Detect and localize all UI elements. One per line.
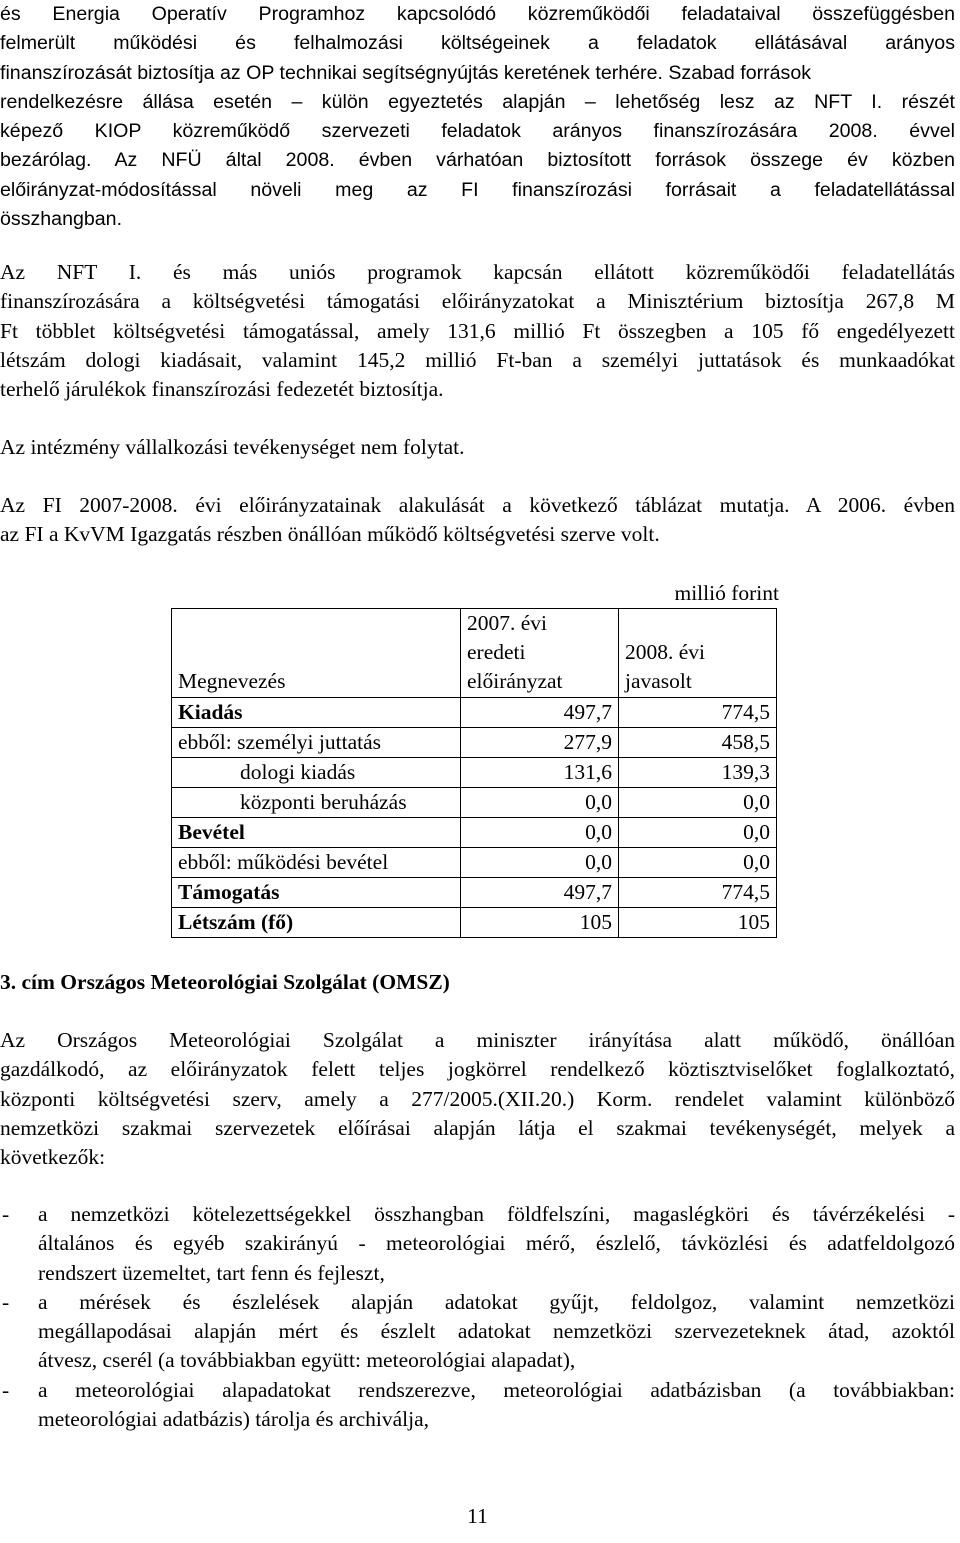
intro-paragraph — [0, 0, 955, 234]
table-intro-paragraph — [0, 491, 955, 550]
row-value-2008: 774,5 — [619, 878, 777, 908]
table-row — [172, 818, 777, 848]
header-name: Megnevezés — [178, 669, 286, 693]
text-line: képező KIOP közreműködő szervezeti feladatok arányos finanszírozására 2008. évvel — [0, 120, 955, 143]
row-value-2007: 105 — [461, 908, 619, 938]
text-line: megállapodásai alapján mért és észlelt adatokat nemzetközi szervezeteknek átad, azoktól — [38, 1319, 955, 1344]
text-line: a mérések és észlelések alapján adatokat gyűjt, feldolgoz, valamint nemzetközi — [38, 1289, 955, 1314]
text-line: általános és egyéb szakirányú - meteorológiai mérő, észlelő, távközlési és adatfeldolgozó — [38, 1231, 955, 1256]
text-line: a nemzetközi kötelezettségekkel összhangban földfelszíni, magaslégköri és távérzékelési - — [38, 1202, 955, 1226]
header-2007-line: előirányzat — [467, 669, 563, 693]
row-value-2008: 774,5 — [619, 698, 777, 728]
section-heading — [0, 968, 955, 997]
row-value-2007: 0,0 — [461, 818, 619, 848]
business-activity-paragraph — [0, 433, 955, 462]
row-label: ebből: működési bevétel — [172, 848, 461, 878]
row-label: Létszám (fő) — [172, 908, 461, 938]
row-value-2008: 139,3 — [619, 758, 777, 788]
header-2007-line: eredeti — [467, 640, 526, 664]
row-value-2007: 0,0 — [461, 788, 619, 818]
budget-table — [171, 608, 777, 938]
row-label: Kiadás — [172, 698, 461, 728]
text-line: Ft többlet költségvetési támogatással, amely 131,6 millió Ft összegben a 105 fő engedélyezett — [0, 318, 955, 343]
header-2008-line: 2008. évi — [625, 640, 706, 664]
text-line: Az FI 2007-2008. évi előirányzatainak alakulását a következő táblázat mutatja. A 2006. évben — [0, 493, 955, 517]
text-line: rendelkezésre állása esetén – külön egyeztetés alapján – lehetőség lesz az NFT I. részét — [0, 90, 955, 113]
text-line: átvesz, cserél (a továbbiakban együtt: meteorológiai alapadat), — [38, 1348, 576, 1373]
table-row — [172, 698, 777, 728]
row-label: Támogatás — [172, 878, 461, 908]
row-value-2007: 277,9 — [461, 728, 619, 758]
row-value-2007: 131,6 — [461, 758, 619, 788]
text-line: felmerült működési és felhalmozási költségeinek a feladatok ellátásával arányos — [0, 32, 955, 55]
text-line: gazdálkodó, az előirányzatok felett teljes jogkörrel rendelkező köztisztviselőket foglalkoztató, — [0, 1057, 955, 1082]
text-line: finanszírozását biztosítja az OP technikai segítségnyújtás keretének terhére. Szabad források — [0, 61, 812, 84]
text-line: előirányzat-módosítással növeli meg az FI finanszírozási forrásait a feladatellátással — [0, 178, 955, 201]
table-unit-label: millió forint — [674, 581, 779, 605]
header-2008-line: javasolt — [625, 669, 692, 693]
header-2007-cell — [461, 609, 619, 698]
text-line: következők: — [0, 1145, 106, 1170]
text-line: meteorológiai adatbázis) tárolja és archiválja, — [38, 1407, 429, 1432]
task-list — [0, 1200, 955, 1434]
text-line: Az intézmény vállalkozási tevékenységet nem folytat. — [0, 435, 465, 459]
row-value-2007: 497,7 — [461, 698, 619, 728]
text-line: rendszert üzemeltet, tart fenn és fejleszt, — [38, 1260, 385, 1285]
header-2007-line: 2007. évi — [467, 611, 548, 635]
table-row — [172, 848, 777, 878]
text-line: finanszírozására a költségvetési támogatási előirányzatokat a Minisztérium biztosítja 267,8 M — [0, 289, 955, 314]
page-number: 11 — [467, 1504, 488, 1528]
table-row — [172, 908, 777, 938]
header-name-cell — [172, 609, 461, 698]
nft-funding-paragraph — [0, 258, 955, 404]
row-value-2008: 0,0 — [619, 818, 777, 848]
text-line: központi költségvetési szerv, amely a 277/2005.(XII.20.) Korm. rendelet valamint különböző — [0, 1086, 955, 1111]
table-header-row — [172, 609, 777, 698]
table-row — [172, 758, 777, 788]
text-line: létszám dologi kiadásait, valamint 145,2 millió Ft-ban a személyi juttatások és munkaadókat — [0, 347, 955, 372]
table-row — [172, 878, 777, 908]
text-line: összhangban. — [0, 208, 123, 231]
text-line: a meteorológiai alapadatokat rendszerezve, meteorológiai adatbázisban (a továbbiakban: — [38, 1377, 955, 1402]
dash-bullet: - — [2, 1377, 10, 1402]
row-value-2008: 0,0 — [619, 788, 777, 818]
dash-bullet: - — [2, 1202, 10, 1226]
text-line: Az Országos Meteorológiai Szolgálat a miniszter irányítása alatt működő, önállóan — [0, 1028, 955, 1052]
header-2008-cell — [619, 609, 777, 698]
row-value-2008: 0,0 — [619, 848, 777, 878]
omsz-description-paragraph — [0, 1026, 955, 1172]
list-item — [0, 1288, 955, 1376]
row-label: dologi kiadás — [172, 758, 461, 788]
row-label: Bevétel — [172, 818, 461, 848]
text-line: Az NFT I. és más uniós programok kapcsán ellátott közreműködői feladatellátás — [0, 260, 955, 284]
list-item — [0, 1200, 955, 1288]
row-value-2007: 0,0 — [461, 848, 619, 878]
section-heading-text: 3. cím Országos Meteorológiai Szolgálat (OMSZ) — [0, 970, 450, 994]
row-value-2007: 497,7 — [461, 878, 619, 908]
text-line: nemzetközi szakmai szervezetek előírásai alapján látja el szakmai tevékenységét, melyek a — [0, 1115, 955, 1140]
dash-bullet: - — [2, 1289, 10, 1314]
text-line: terhelő járulékok finanszírozási fedezetét biztosítja. — [0, 377, 444, 402]
row-value-2008: 105 — [619, 908, 777, 938]
row-value-2008: 458,5 — [619, 728, 777, 758]
text-line: az FI a KvVM Igazgatás részben önállóan működő költségvetési szerve volt. — [0, 522, 660, 547]
text-line: bezárólag. Az NFÜ által 2008. évben várhatóan biztosított források összege év közben — [0, 149, 955, 172]
table-row — [172, 728, 777, 758]
text-line: és Energia Operatív Programhoz kapcsolódó közreműködői feladataival összefüggésben — [0, 3, 955, 25]
row-label: ebből: személyi juttatás — [172, 728, 461, 758]
list-item — [0, 1376, 955, 1435]
row-label: központi beruházás — [172, 788, 461, 818]
table-row — [172, 788, 777, 818]
